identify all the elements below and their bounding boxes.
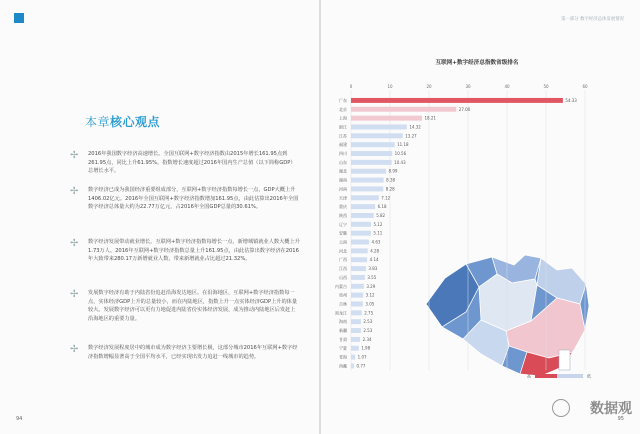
category-label: 江苏 — [339, 133, 347, 139]
category-label: 内蒙古 — [335, 283, 347, 289]
chapter-heading-strong: 核心观点 — [110, 115, 161, 129]
paragraph-2: 数字经济已成为我国经济重要组成部分，互联网+数字经济指数每增长一点，GDP大概上升1406.02亿元。2016年全国互联网+数字经济指数增加161.95点，由此估算出2016年全国数字经济总体量大约为22.77万亿元，占2016年全国GDP总量的30.61%。 — [88, 187, 299, 211]
watermark-text: 数据观 — [590, 401, 632, 417]
bar-21 — [351, 275, 365, 280]
bar-30 — [351, 355, 355, 360]
left-page — [0, 0, 319, 434]
bar-value-label: 2.34 — [362, 336, 372, 342]
category-label: 四川 — [339, 151, 347, 157]
bar-1 — [351, 98, 563, 103]
x-tick-label: 10 — [387, 84, 393, 89]
bullet-icon: ✢ — [70, 344, 79, 355]
bullet-icon: ✢ — [70, 238, 79, 249]
bar-8 — [351, 160, 392, 165]
right-page-header: 第一部分 数字经济总体发展情况 — [561, 17, 624, 22]
category-label: 北京 — [339, 106, 347, 112]
bar-15 — [351, 222, 371, 227]
bar-value-label: 8.28 — [385, 186, 395, 192]
bar-24 — [351, 301, 363, 306]
bar-17 — [351, 240, 369, 245]
right-page-number: 95 — [617, 416, 624, 422]
bar-value-label: 10.43 — [394, 159, 406, 165]
category-label: 天津 — [339, 195, 347, 201]
bar-18 — [351, 248, 368, 253]
paragraph-5: 数字经济发展程度居中的城市成为数字经济主要增长极，这部分城市2016年互联网+数字经济指数增幅显著高于全国平均水平，已经实现出发力追赶一线城市的趋势。 — [88, 345, 298, 360]
bar-value-label: 8.99 — [388, 168, 398, 174]
bar-value-label: 3.12 — [365, 292, 375, 298]
bar-value-label: 3.05 — [365, 301, 375, 307]
category-label: 辽宁 — [339, 221, 347, 227]
bar-value-label: 3.83 — [368, 266, 378, 272]
bar-value-label: 4.28 — [370, 248, 380, 254]
category-label: 河北 — [339, 248, 347, 254]
bar-16 — [351, 231, 371, 236]
bar-2 — [351, 107, 456, 112]
category-label: 广东 — [339, 97, 347, 103]
bar-19 — [351, 257, 367, 262]
bar-31 — [351, 363, 354, 368]
bar-value-label: 18.21 — [424, 115, 436, 121]
bar-value-label: 11.18 — [397, 142, 409, 148]
category-label: 黑龙江 — [335, 310, 347, 316]
legend-low-swatch — [557, 374, 583, 378]
paragraph-4: 发展数字经济有助于内陆省份追赶沿海发达地区。在沿海地区，互联网+数字经济指数每一点，实体经济GDP上升的总量较小，而在内陆地区，指数上升一点实体经济GDP上升的体量较大。发展数字经济可以更有力地促进内陆省份实体经济发展，成为推动内陆地区后发赶上沿海地区的重要力量。 — [88, 290, 298, 322]
chapter-heading-prefix: 本章 — [85, 115, 111, 129]
bar-4 — [351, 124, 407, 129]
bar-9 — [351, 169, 386, 174]
paragraph-1: 2016年我国数字经济高速增长。全国互联网+数字经济指数由2015年增长161.95点到261.95点，同比上升61.95%。指数增长速度超过2016年国内生产总值（以下简称GDP）总增长水平。 — [88, 151, 296, 175]
bar-value-label: 13.27 — [405, 133, 417, 139]
bar-23 — [351, 293, 363, 298]
bar-value-label: 3.55 — [367, 274, 377, 280]
bar-value-label: 4.14 — [369, 257, 379, 263]
right-page — [321, 0, 640, 434]
bar-14 — [351, 213, 374, 218]
bar-value-label: 27.00 — [458, 106, 471, 112]
x-tick-label: 50 — [543, 84, 549, 89]
category-label: 陕西 — [339, 212, 347, 218]
bar-7 — [351, 151, 392, 156]
category-label: 海南 — [339, 319, 347, 325]
wechat-icon — [552, 399, 570, 417]
category-label: 新疆 — [339, 328, 347, 334]
bar-value-label: 5.82 — [376, 212, 386, 218]
bullet-icon: ✢ — [70, 150, 79, 161]
left-page-number: 94 — [16, 416, 23, 422]
bullet-icon: ✢ — [70, 289, 79, 300]
bar-value-label: 2.75 — [364, 310, 374, 316]
bar-25 — [351, 310, 362, 315]
bar-22 — [351, 284, 364, 289]
bar-11 — [351, 186, 383, 191]
category-label: 云南 — [339, 239, 347, 245]
bar-value-label: 14.32 — [409, 124, 421, 130]
legend-high-swatch — [535, 374, 557, 378]
bar-27 — [351, 328, 361, 333]
category-label: 河南 — [339, 186, 347, 192]
bar-12 — [351, 195, 379, 200]
bar-value-label: 6.18 — [377, 204, 387, 210]
category-label: 青海 — [339, 354, 347, 360]
x-tick-label: 60 — [582, 84, 588, 89]
bar-29 — [351, 346, 359, 351]
category-label: 西藏 — [339, 363, 347, 369]
bar-13 — [351, 204, 375, 209]
bar-value-label: 7.12 — [381, 195, 391, 201]
x-tick-label: 20 — [426, 84, 432, 89]
bar-value-label: 4.63 — [371, 239, 381, 245]
bar-5 — [351, 133, 403, 138]
category-label: 上海 — [339, 115, 347, 121]
x-tick-label: 0 — [349, 84, 353, 89]
bullet-icon: ✢ — [70, 186, 79, 197]
category-label: 山东 — [339, 159, 347, 165]
category-label: 甘肃 — [339, 336, 347, 342]
bar-value-label: 3.29 — [366, 283, 376, 289]
bar-10 — [351, 178, 384, 183]
category-label: 吉林 — [339, 301, 347, 307]
category-label: 贵州 — [339, 292, 347, 298]
bar-20 — [351, 266, 366, 271]
bar-3 — [351, 116, 422, 121]
bar-value-label: 2.53 — [363, 319, 373, 325]
paragraph-3: 数字经济发展带动就业增长。互联网+数字经济指数每增长一点，新增城镇就业人数大概上升1.73万人。2016年互联网+数字经济指数总量上升161.95点，由此估算出数字经济在2016年大致带来280.17万新增就业人数，带来新增就业占比超过21.32%。 — [88, 239, 300, 263]
x-tick-label: 30 — [465, 84, 471, 89]
legend-low-label: 低 — [587, 373, 591, 379]
bar-value-label: 54.33 — [565, 97, 577, 103]
category-label: 江西 — [339, 266, 347, 272]
corner-mark — [14, 13, 24, 23]
category-label: 山西 — [339, 274, 347, 280]
bar-26 — [351, 319, 361, 324]
category-label: 湖南 — [339, 177, 347, 183]
south-sea-inset — [559, 350, 570, 370]
bar-value-label: 2.53 — [363, 328, 373, 334]
bar-value-label: 0.77 — [356, 363, 366, 369]
province-ranking-chart — [321, 0, 640, 434]
bar-value-label: 1.98 — [361, 345, 371, 351]
x-tick-label: 40 — [504, 84, 510, 89]
category-label: 宁夏 — [339, 345, 347, 351]
category-label: 福建 — [339, 142, 347, 148]
bar-value-label: 8.38 — [386, 177, 396, 183]
bar-6 — [351, 142, 395, 147]
chart-title: 互联网+数字经济总指数省级排名 — [435, 60, 519, 66]
china-map — [426, 255, 589, 376]
category-label: 浙江 — [339, 124, 347, 130]
category-label: 广西 — [339, 257, 347, 263]
category-label: 湖北 — [339, 168, 347, 174]
bar-value-label: 10.56 — [394, 151, 407, 157]
chapter-heading — [85, 113, 160, 130]
bar-28 — [351, 337, 360, 342]
bar-value-label: 5.12 — [373, 221, 383, 227]
bar-value-label: 5.11 — [373, 230, 383, 236]
category-label: 重庆 — [339, 204, 347, 210]
category-label: 安徽 — [339, 230, 347, 236]
bar-value-label: 1.07 — [357, 354, 367, 360]
legend-high-label: 高 — [527, 373, 531, 379]
